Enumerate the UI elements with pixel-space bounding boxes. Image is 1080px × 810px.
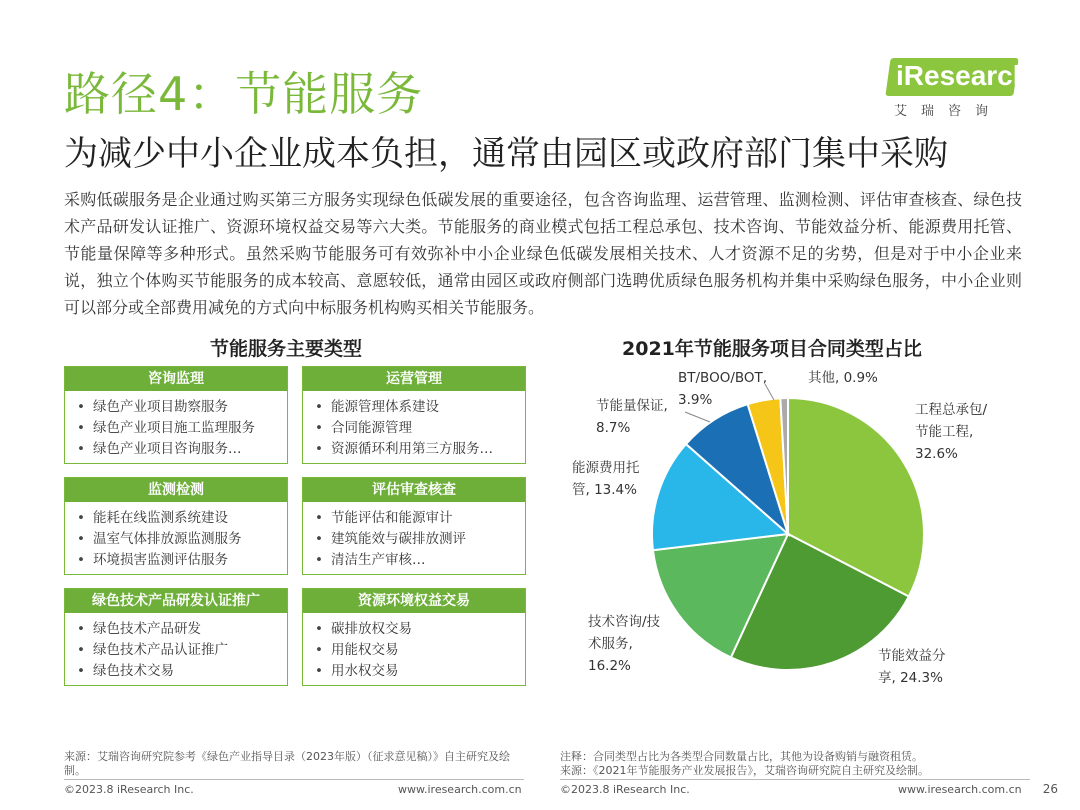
type-card-item: • 绿色技术产品研发: [77, 619, 287, 640]
type-card-item: • 用水权交易: [315, 661, 525, 682]
pie-slice-label: 技术咨询/技术服务, 16.2%: [588, 614, 661, 674]
pie-slice-label: 节能量保证, 8.7%: [596, 398, 668, 436]
type-card-title: 运营管理: [303, 367, 525, 391]
footer-rule-right: [560, 779, 1030, 780]
type-card: [64, 366, 288, 464]
footer-note-right: 注释：合同类型占比为各类型合同数量占比，其他为设备购销与融资租赁。: [560, 750, 923, 763]
footer-url-right: www.iresearch.com.cn: [898, 783, 1022, 796]
pie-slice-label: BT/BOO/BOT, 3.9%: [678, 370, 768, 408]
type-card: [302, 366, 526, 464]
type-card-item: • 绿色技术交易: [77, 661, 287, 682]
type-card-item: • 绿色技术产品认证推广: [77, 640, 287, 661]
type-card: [64, 588, 288, 686]
pie-chart-svg: [560, 360, 1060, 700]
iresearch-logo: [888, 58, 1030, 122]
page-number: 26: [1042, 782, 1058, 796]
type-card-title: 绿色技术产品研发认证推广: [65, 589, 287, 613]
type-card-item: • 建筑能效与碳排放测评: [315, 529, 525, 550]
page-subtitle: 为减少中小企业成本负担，通常由园区或政府部门集中采购: [64, 134, 948, 174]
pie-slice-label: 工程总承包/节能工程, 32.6%: [915, 402, 988, 462]
type-card-title: 评估审查核查: [303, 478, 525, 502]
type-card-item: • 能源管理体系建设: [315, 397, 525, 418]
type-card: [302, 477, 526, 575]
pie-slice-label: 能源费用托管, 13.4%: [572, 460, 640, 498]
type-card-item: • 清洁生产审核…: [315, 550, 525, 571]
type-card-item: • 用能权交易: [315, 640, 525, 661]
type-card-item: • 能耗在线监测系统建设: [77, 508, 287, 529]
leader-line: [685, 412, 710, 422]
pie-slice-label: 节能效益分享, 24.3%: [878, 648, 946, 686]
logo-text: iResearch: [896, 60, 1030, 91]
type-card-title: 监测检测: [65, 478, 287, 502]
footer-rule-left: [64, 779, 524, 780]
type-card-item: • 碳排放权交易: [315, 619, 525, 640]
type-card-item: • 合同能源管理: [315, 418, 525, 439]
pie-slice-label: 其他, 0.9%: [808, 370, 878, 386]
type-card-item: • 温室气体排放源监测服务: [77, 529, 287, 550]
type-card-item: • 绿色产业项目咨询服务…: [77, 439, 287, 460]
chart-title: 2021年节能服务项目合同类型占比: [622, 338, 922, 360]
type-card-item: • 环境损害监测评估服务: [77, 550, 287, 571]
type-card: [302, 588, 526, 686]
leader-line: [765, 384, 774, 400]
type-card-title: 资源环境权益交易: [303, 589, 525, 613]
footer-source-right: 来源：《2021年节能服务产业发展报告》，艾瑞咨询研究院自主研究及绘制。: [560, 764, 929, 777]
footer-copyright-left: ©2023.8 iResearch Inc.: [64, 783, 194, 796]
pie-chart: [560, 360, 1060, 700]
type-card-item: • 资源循环利用第三方服务…: [315, 439, 525, 460]
type-card-item: • 绿色产业项目施工监理服务: [77, 418, 287, 439]
type-card: [64, 477, 288, 575]
type-card-item: • 绿色产业项目勘察服务: [77, 397, 287, 418]
type-card-title: 咨询监理: [65, 367, 287, 391]
footer-copyright-right: ©2023.8 iResearch Inc.: [560, 783, 690, 796]
logo-cn: 艾瑞咨询: [894, 104, 1003, 119]
page-title: 路径4：节能服务: [64, 67, 424, 121]
type-card-item: • 节能评估和能源审计: [315, 508, 525, 529]
footer-url-left: www.iresearch.com.cn: [398, 783, 522, 796]
description-paragraph: 采购低碳服务是企业通过购买第三方服务实现绿色低碳发展的重要途径，包含咨询监理、运营管理、监测检测、评估审查核查、绿色技术产品研发认证推广、资源环境权益交易等六大类。节能服务的商业模式包括工程总承包、技术咨询、节能效益分析、能源费用托管、节能量保障等多种形式。虽然采购节能服务可有效弥补中小企业绿色低碳发展相关技术、人才资源不足的劣势，但是对于中小企业来说，独立个体购买节能服务的成本较高、意愿较低，通常由园区或政府侧部门选聘优质绿色服务机构并集中采购绿色服务，中小企业则可以部分或全部费用减免的方式向中标服务机构购买相关节能服务。: [64, 190, 1022, 317]
types-section-title: 节能服务主要类型: [210, 338, 363, 360]
footer-source-left: 来源：艾瑞咨询研究院参考《绿色产业指导目录（2023年版）（征求意见稿）》自主研究及绘制。: [64, 750, 510, 777]
